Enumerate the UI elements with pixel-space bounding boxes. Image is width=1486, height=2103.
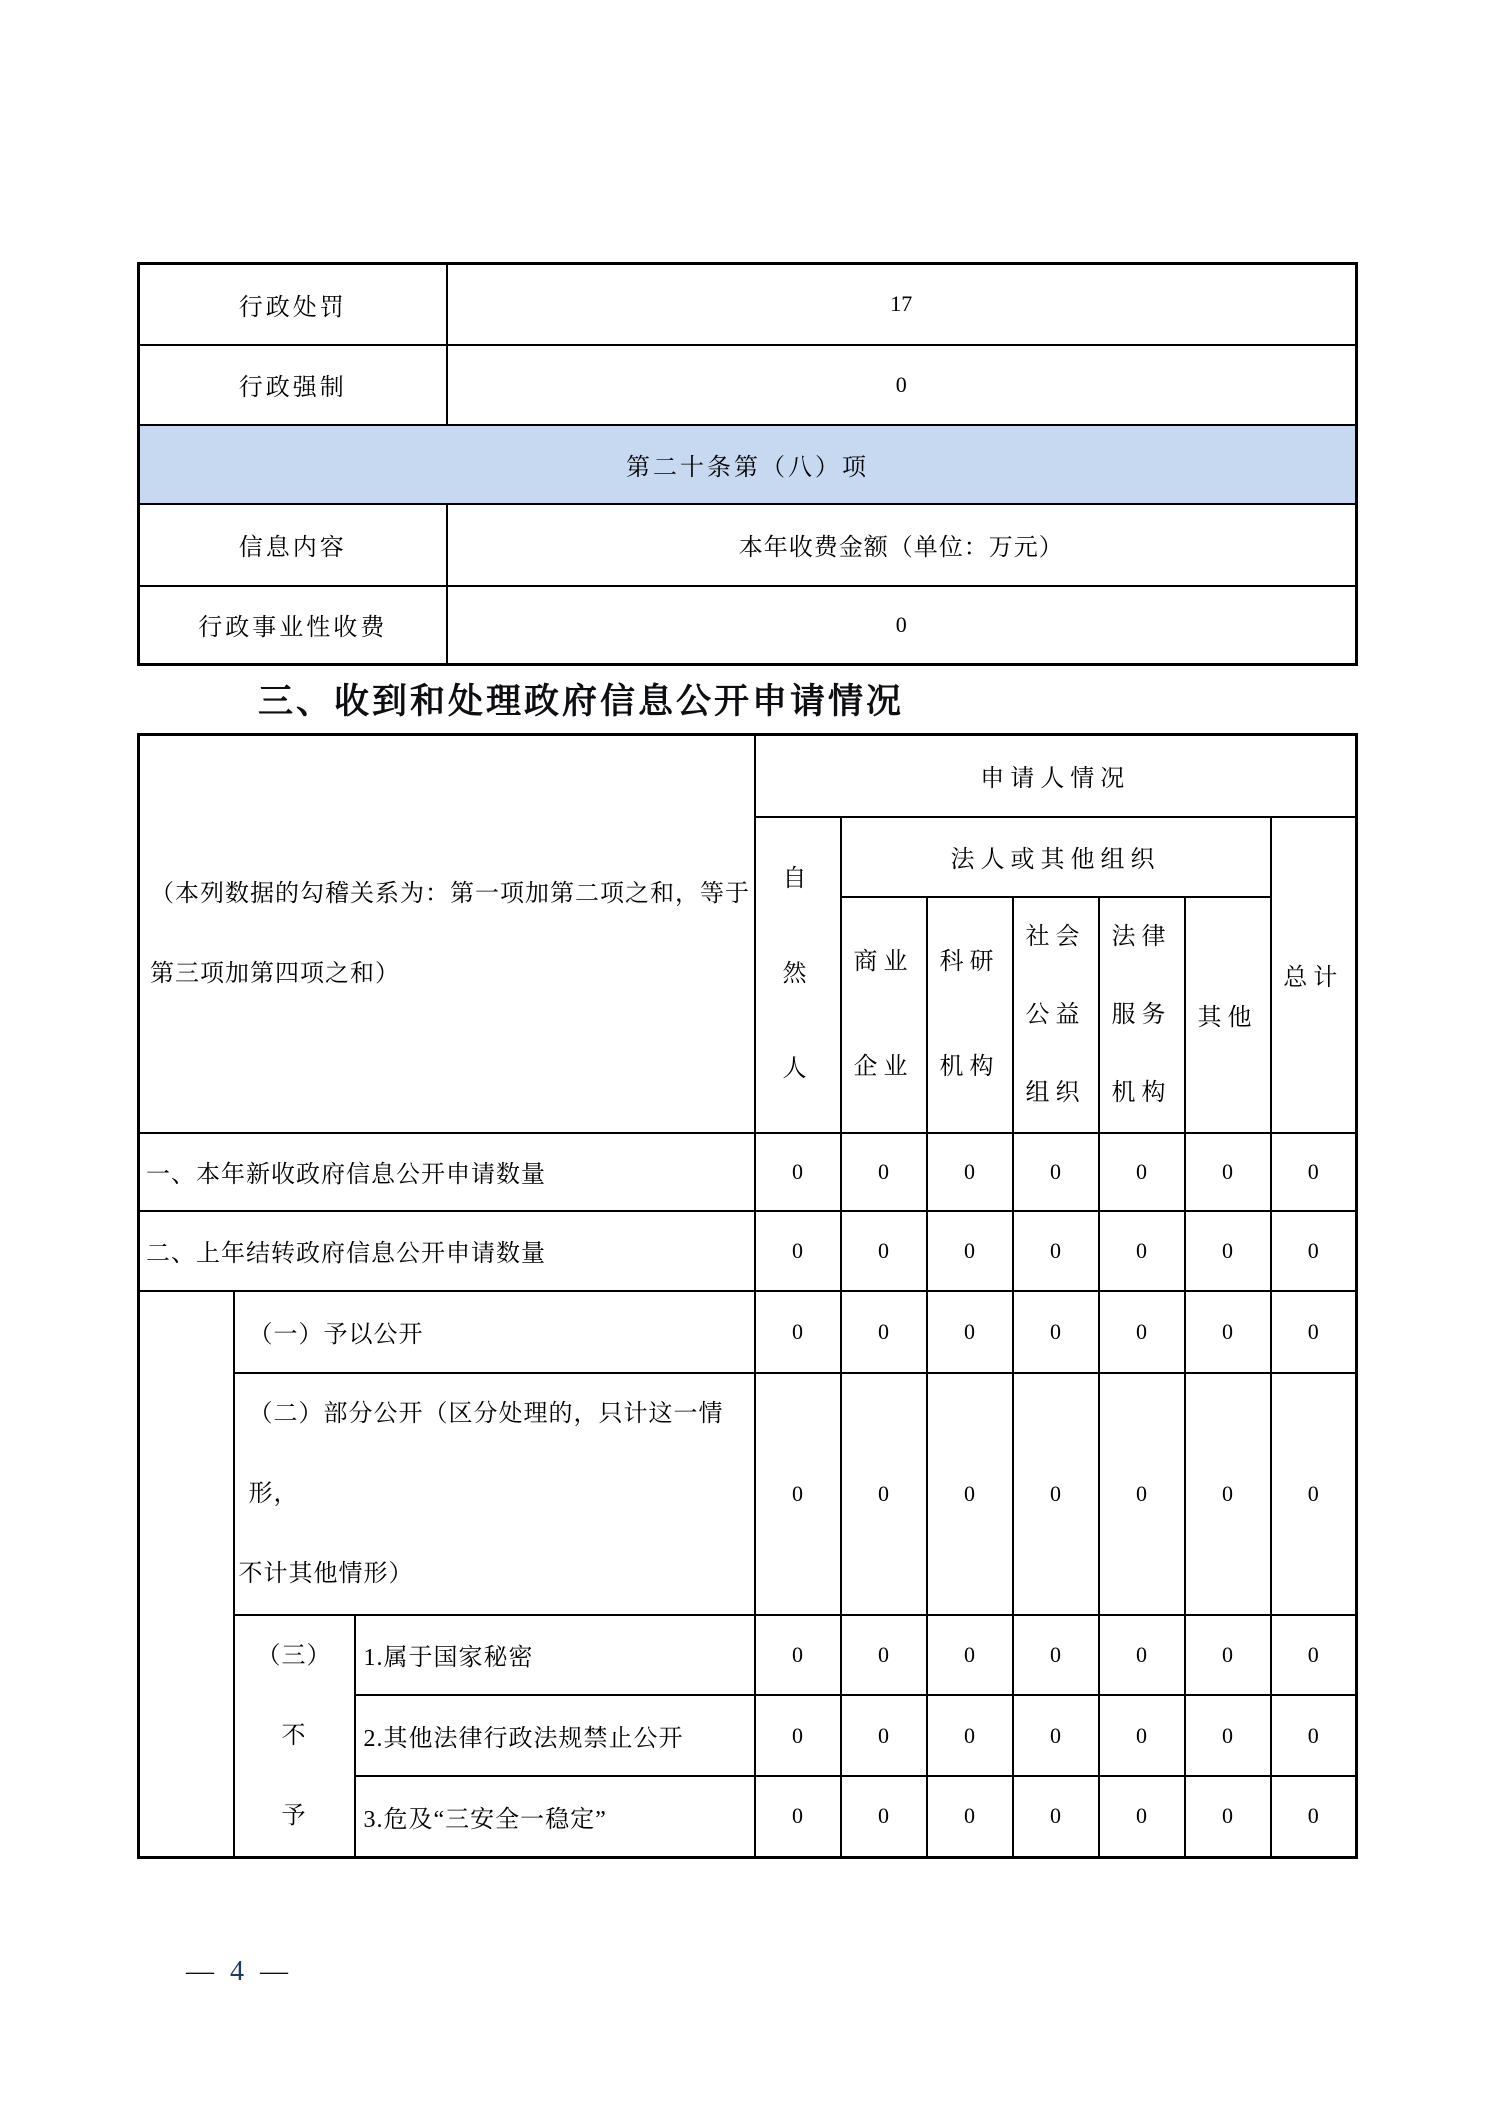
cell-value: 0 [755,1133,841,1211]
cell-value: 0 [927,1695,1013,1776]
cell-value: 0 [1013,1695,1099,1776]
cell-value: 0 [927,1211,1013,1291]
cell-value: 0 [1271,1211,1357,1291]
column-note-cell [139,735,755,1133]
row-label-granted: （一）予以公开 [234,1291,755,1373]
cell-value: 0 [841,1615,927,1696]
header-natural-person: 自 然 人 [755,817,841,1133]
header-social-welfare-org: 社会 公益 组织 [1013,897,1099,1133]
row-label-state-secret: 1.属于国家秘密 [355,1615,755,1696]
cell-value: 0 [1271,1615,1357,1696]
fees-table [137,262,1358,666]
fees-row-value: 0 [447,586,1357,665]
cell-value: 0 [841,1133,927,1211]
cell-value: 0 [1271,1133,1357,1211]
cell-value: 0 [927,1615,1013,1696]
cell-value: 0 [1185,1291,1271,1373]
article-banner: 第二十条第（八）项 [139,425,1357,504]
cell-value: 0 [1099,1211,1185,1291]
cell-value: 0 [841,1373,927,1615]
cell-value: 0 [927,1291,1013,1373]
category-spacer-cell [139,1291,234,1858]
header-research-institution: 科研 机构 [927,897,1013,1133]
note-line-1: （本列数据的勾稽关系为：第一项加第二项之和，等于 [150,880,750,907]
cell-value: 0 [1271,1776,1357,1857]
footer-dash-right: — [260,1956,288,1987]
cell-value: 0 [1185,1133,1271,1211]
fees-row-value: 17 [447,264,1357,345]
cell-value: 0 [1271,1695,1357,1776]
fees-row-label: 行政强制 [139,345,447,425]
cell-value: 0 [927,1776,1013,1857]
cell-value: 0 [1013,1133,1099,1211]
cell-value: 0 [1099,1133,1185,1211]
header-legal-org: 法人或其他组织 [841,817,1271,897]
cell-value: 0 [1185,1211,1271,1291]
section-heading: 三、收到和处理政府信息公开申请情况 [258,682,905,721]
row-label-law-prohibited: 2.其他法律行政法规禁止公开 [355,1695,755,1776]
header-other: 其他 [1185,897,1271,1133]
cell-value: 0 [1271,1291,1357,1373]
row-label-endanger-safety: 3.危及“三安全一稳定” [355,1776,755,1857]
footer-dash-left: — [186,1956,214,1987]
row-label-new-applications: 一、本年新收政府信息公开申请数量 [139,1133,755,1211]
cell-value: 0 [1013,1373,1099,1615]
cell-value: 0 [1013,1291,1099,1373]
cell-value: 0 [841,1291,927,1373]
category-refuse-disclosure-cell: （三） 不 予 [234,1615,355,1858]
cell-value: 0 [1099,1695,1185,1776]
cell-value: 0 [755,1615,841,1696]
cell-value: 0 [1185,1695,1271,1776]
fees-row-value: 本年收费金额（单位：万元） [447,504,1357,586]
cell-value: 0 [1013,1211,1099,1291]
fees-row-label: 信息内容 [139,504,447,586]
cell-value: 0 [1185,1615,1271,1696]
cell-value: 0 [1185,1776,1271,1857]
cell-value: 0 [755,1695,841,1776]
header-commercial-enterprise: 商业 企业 [841,897,927,1133]
cell-value: 0 [927,1373,1013,1615]
header-applicant-status: 申请人情况 [755,735,1357,817]
row-label-carryover-applications: 二、上年结转政府信息公开申请数量 [139,1211,755,1291]
cell-value: 0 [1271,1373,1357,1615]
fees-row-label: 行政处罚 [139,264,447,345]
cell-value: 0 [841,1211,927,1291]
cell-value: 0 [1185,1373,1271,1615]
cell-value: 0 [841,1695,927,1776]
header-legal-service-org: 法律 服务 机构 [1099,897,1185,1133]
page-footer [186,1956,288,1988]
cell-value: 0 [927,1133,1013,1211]
header-total: 总计 [1271,817,1357,1133]
page-number: 4 [230,1956,244,1987]
cell-value: 0 [755,1373,841,1615]
cell-value: 0 [755,1211,841,1291]
cell-value: 0 [1013,1615,1099,1696]
cell-value: 0 [1099,1291,1185,1373]
applications-table [137,733,1358,1859]
cell-value: 0 [755,1291,841,1373]
fees-row-label: 行政事业性收费 [139,586,447,665]
cell-value: 0 [1099,1373,1185,1615]
cell-value: 0 [1099,1615,1185,1696]
cell-value: 0 [1099,1776,1185,1857]
fees-row-value: 0 [447,345,1357,425]
cell-value: 0 [841,1776,927,1857]
note-line-2: 第三项加第四项之和） [150,960,400,987]
cell-value: 0 [755,1776,841,1857]
cell-value: 0 [1013,1776,1099,1857]
row-label-partial-disclosure: （二）部分公开（区分处理的，只计这一情形， 不计其他情形） [234,1373,755,1615]
